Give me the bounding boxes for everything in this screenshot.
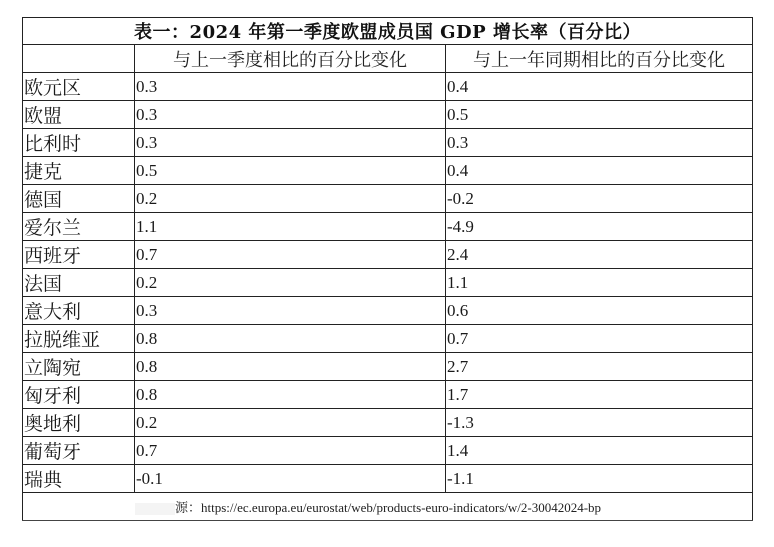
table-row xyxy=(23,409,753,437)
country-cell: 瑞典 xyxy=(23,465,135,493)
country-cell: 意大利 xyxy=(23,297,135,325)
qoq-cell: 0.2 xyxy=(135,185,446,213)
table-row xyxy=(23,185,753,213)
title-row xyxy=(23,18,753,45)
yoy-cell: 0.4 xyxy=(446,157,753,185)
country-cell: 捷克 xyxy=(23,157,135,185)
country-cell: 法国 xyxy=(23,269,135,297)
country-cell: 匈牙利 xyxy=(23,381,135,409)
yoy-cell: 0.4 xyxy=(446,73,753,101)
table-row xyxy=(23,73,753,101)
gdp-growth-table xyxy=(22,17,753,521)
table-row xyxy=(23,353,753,381)
yoy-cell: -1.3 xyxy=(446,409,753,437)
source-row xyxy=(23,493,753,521)
yoy-cell: -1.1 xyxy=(446,465,753,493)
table-row xyxy=(23,381,753,409)
yoy-cell: 0.5 xyxy=(446,101,753,129)
source-cell xyxy=(23,493,753,521)
yoy-cell: 1.1 xyxy=(446,269,753,297)
table-title: 表一：2024 年第一季度欧盟成员国 GDP 增长率（百分比） xyxy=(23,18,753,45)
qoq-cell: 0.3 xyxy=(135,129,446,157)
qoq-cell: 0.7 xyxy=(135,241,446,269)
source-redaction xyxy=(135,503,175,515)
qoq-cell: 0.2 xyxy=(135,269,446,297)
yoy-cell: -4.9 xyxy=(446,213,753,241)
yoy-cell: 0.3 xyxy=(446,129,753,157)
qoq-cell: 0.8 xyxy=(135,325,446,353)
table-row xyxy=(23,325,753,353)
table-row xyxy=(23,437,753,465)
yoy-cell: 1.7 xyxy=(446,381,753,409)
qoq-cell: 1.1 xyxy=(135,213,446,241)
yoy-cell: 1.4 xyxy=(446,437,753,465)
table-row xyxy=(23,213,753,241)
table-row xyxy=(23,101,753,129)
country-cell: 葡萄牙 xyxy=(23,437,135,465)
table-row xyxy=(23,129,753,157)
table-row xyxy=(23,157,753,185)
table-row xyxy=(23,269,753,297)
header-country xyxy=(23,45,135,73)
qoq-cell: 0.8 xyxy=(135,381,446,409)
yoy-cell: -0.2 xyxy=(446,185,753,213)
qoq-cell: -0.1 xyxy=(135,465,446,493)
qoq-cell: 0.3 xyxy=(135,73,446,101)
yoy-cell: 0.7 xyxy=(446,325,753,353)
qoq-cell: 0.5 xyxy=(135,157,446,185)
country-cell: 拉脱维亚 xyxy=(23,325,135,353)
gdp-table-container xyxy=(22,17,752,521)
table-row xyxy=(23,297,753,325)
qoq-cell: 0.2 xyxy=(135,409,446,437)
yoy-cell: 0.6 xyxy=(446,297,753,325)
country-cell: 欧元区 xyxy=(23,73,135,101)
table-row xyxy=(23,241,753,269)
header-yoy: 与上一年同期相比的百分比变化 xyxy=(446,45,753,73)
source-label: 源： xyxy=(175,500,202,515)
yoy-cell: 2.7 xyxy=(446,353,753,381)
country-cell: 德国 xyxy=(23,185,135,213)
qoq-cell: 0.8 xyxy=(135,353,446,381)
table-row xyxy=(23,465,753,493)
qoq-cell: 0.7 xyxy=(135,437,446,465)
country-cell: 欧盟 xyxy=(23,101,135,129)
country-cell: 西班牙 xyxy=(23,241,135,269)
source-url: https://ec.europa.eu/eurostat/web/products-euro-indicators/w/2-30042024-bp xyxy=(201,500,602,515)
country-cell: 爱尔兰 xyxy=(23,213,135,241)
country-cell: 奥地利 xyxy=(23,409,135,437)
qoq-cell: 0.3 xyxy=(135,101,446,129)
header-row xyxy=(23,45,753,73)
country-cell: 立陶宛 xyxy=(23,353,135,381)
table-body xyxy=(23,73,753,521)
yoy-cell: 2.4 xyxy=(446,241,753,269)
header-qoq: 与上一季度相比的百分比变化 xyxy=(135,45,446,73)
country-cell: 比利时 xyxy=(23,129,135,157)
qoq-cell: 0.3 xyxy=(135,297,446,325)
